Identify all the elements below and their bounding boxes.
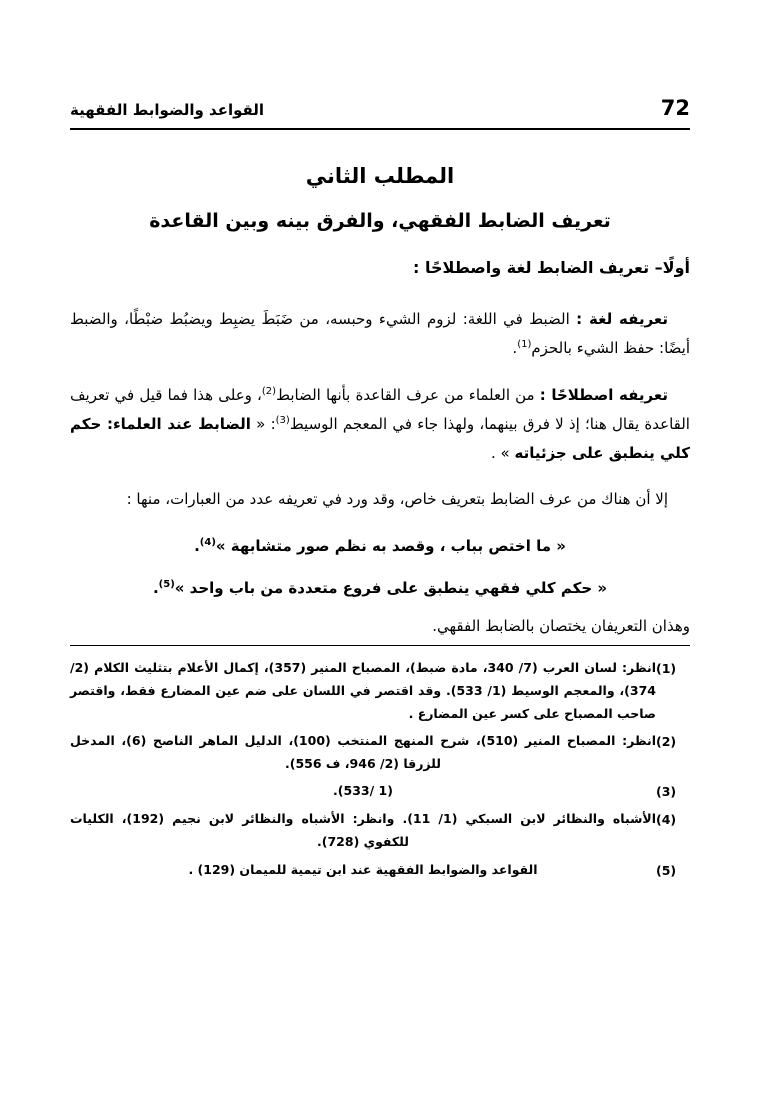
definition-quote-2 xyxy=(70,574,690,603)
footnote-item xyxy=(70,656,690,725)
footnote-marker: (2) xyxy=(656,733,677,749)
footnote-ref-3: (3) xyxy=(275,414,290,426)
footnote-ref-1: (1) xyxy=(517,339,532,351)
footnote-divider xyxy=(70,645,690,646)
paragraph-end-1: . xyxy=(512,339,518,358)
subsection-heading: أولًا– تعريف الضابط لغة واصطلاحًا : xyxy=(413,258,690,277)
page-number: 72 xyxy=(660,96,690,120)
section-title-main: المطلب الثاني xyxy=(305,164,455,188)
paragraph-technical-definition xyxy=(70,381,690,469)
paragraph-text-technical-d: » . xyxy=(491,444,515,462)
paragraph-text-technical-b: ، وعلى هذا فما قيل في تعريف القاعدة يقال هنا؛ إذ لا فرق بينهما، ولهذا جاء في المعجم الوسيط xyxy=(70,385,690,433)
paragraph-lead-linguistic: تعريفه لغة : xyxy=(576,310,669,328)
book-title: القواعد والضوابط الفقهية xyxy=(70,101,265,119)
header-divider xyxy=(70,128,690,130)
quoted-definition-mujam: الضابط عند العلماء: حكم كلي ينطبق على جزئياته xyxy=(70,414,690,462)
footnote-list xyxy=(70,656,690,882)
paragraph-text-technical-c: : « xyxy=(250,414,276,433)
definition-quote-2-end: . xyxy=(152,579,159,597)
footnote-marker: (4) xyxy=(656,812,677,828)
paragraph-linguistic-definition xyxy=(70,305,690,364)
footnote-marker: (3) xyxy=(656,784,677,800)
footnote-text: القواعد والضوابط الفقهية عند ابن تيمية للميمان (129) . xyxy=(188,861,538,877)
footnote-ref-2: (2) xyxy=(261,385,277,397)
definition-quote-1-end: . xyxy=(194,536,200,555)
footnote-text: الأشباه والنظائر لابن السبكي (1/ 11). وانظر: الأشباه والنظائر لابن نجيم (192)، الكليات للكفوي (728). xyxy=(70,811,656,850)
section-title-sub: تعريف الضابط الفقهي، والفرق بينه وبين القاعدة xyxy=(149,210,611,232)
paragraph-lead-technical: تعريفه اصطلاحًا : xyxy=(539,385,668,404)
footnote-text: انظر: لسان العرب (7/ 340، مادة ضبط)، المصباح المنير (357)، إكمال الأعلام بتثليث الكلام (2/ 374)، والمعجم الوسيط (1/ 533). وقد اقتصر في اللسان على ضم عين المضارع فقط، واقتصر صاحب المصباح على كسر عين المضارع . xyxy=(70,659,656,721)
footnote-item xyxy=(70,807,690,853)
paragraph-text-technical-a: من العلماء من عرف القاعدة بأنها الضابط xyxy=(276,385,540,404)
footnote-ref-5: (5) xyxy=(158,579,175,590)
definition-quote-1 xyxy=(70,532,690,561)
paragraph-special-definitions: إلا أن هناك من عرف الضابط بتعريف خاص، وقد ورد في تعريفه عدد من العبارات، منها : xyxy=(126,490,668,509)
footnote-item xyxy=(70,858,690,882)
footnote-marker: (1) xyxy=(656,660,677,676)
paragraph-text-linguistic: الضبط في اللغة: لزوم الشيء وحبسه، من ضَبَطَ يضبِط ويضبُط ضبْطًا، والضبط أيضًا: حفظ الشيء بالحزم xyxy=(70,310,690,358)
footnote-ref-4: (4) xyxy=(199,536,216,548)
footnote-item xyxy=(70,729,690,775)
paragraph-closing: وهذان التعريفان يختصان بالضابط الفقهي. xyxy=(432,616,690,635)
footnote-marker: (5) xyxy=(656,862,677,878)
footnote-text: انظر: المصباح المنير (510)، شرح المنهج المنتخب (100)، الدليل الماهر الناصح (6)، المدخل للزرقا (2/ 946، ف 556). xyxy=(70,732,656,771)
page-header xyxy=(70,96,690,126)
footnote-text: (1 /533). xyxy=(333,783,393,799)
footnote-item xyxy=(70,779,690,803)
definition-quote-1-text: « ما اختص بباب ، وقصد به نظم صور متشابهة » xyxy=(215,536,566,555)
definition-quote-2-text: « حكم كلي فقهي ينطبق على فروع متعددة من باب واحد » xyxy=(174,579,608,597)
